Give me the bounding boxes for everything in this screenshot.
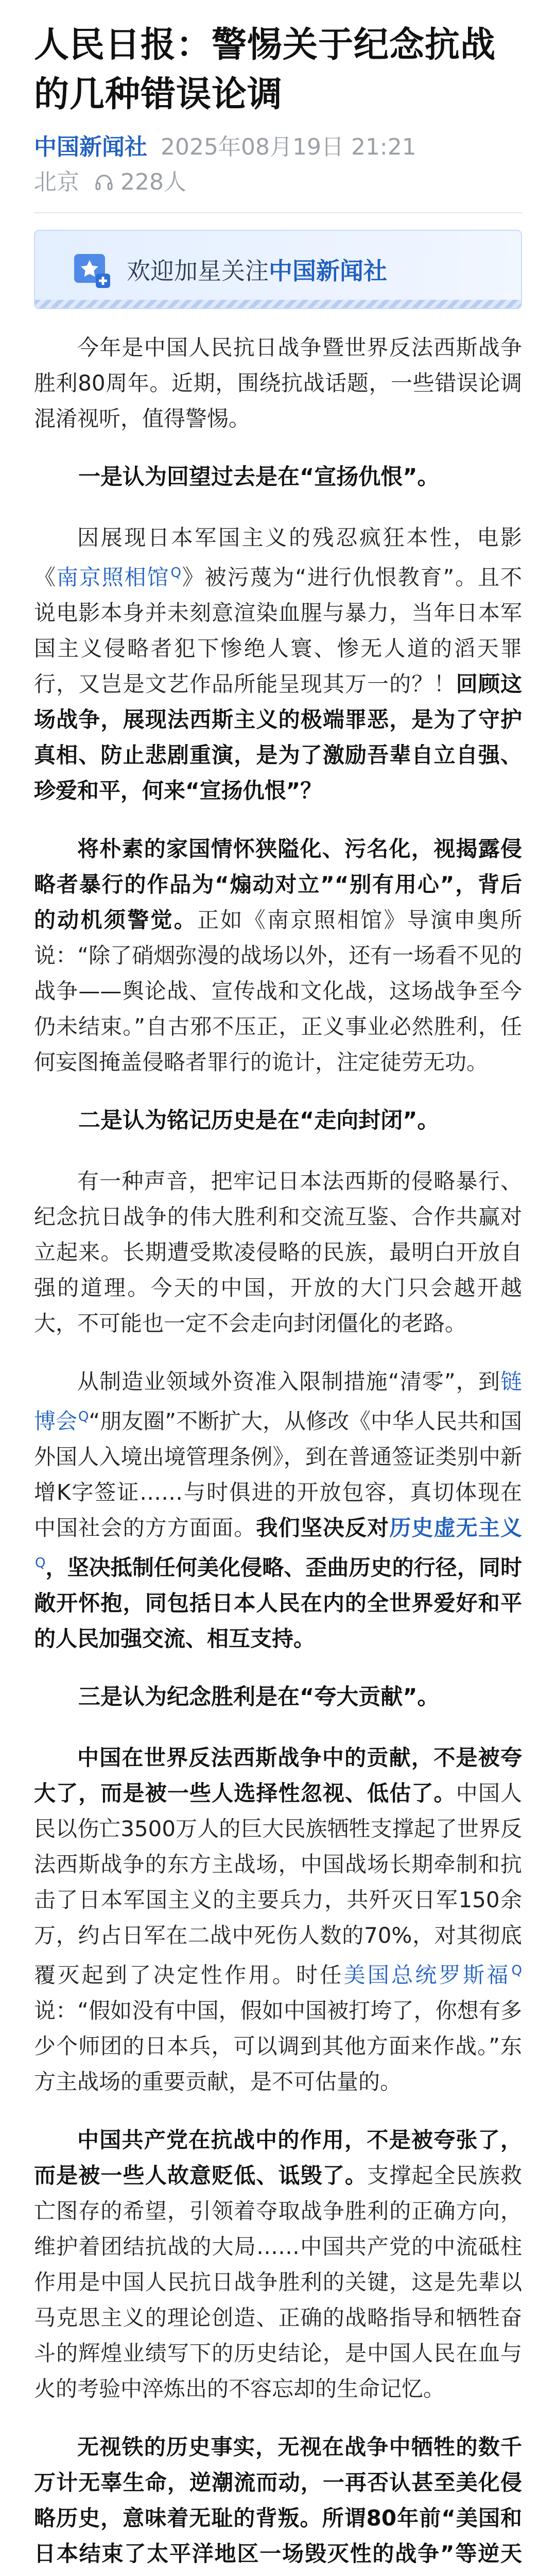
follow-banner[interactable] (34, 230, 522, 309)
star-follow-icon (71, 249, 112, 290)
p8-bold: 无视铁的历史事实，无视在战争中牺牲的数千万计无辜生命，逆潮流而动，一再否认甚至美化侵略历史，意味着无耻的背叛。所谓80年前“美国和日本结束了太平洋地区一场毁灭性的战争”等逆天 (34, 2434, 522, 2566)
article-title: 人民日报：警惕关于纪念抗战的几种错误论调 (34, 25, 496, 115)
paragraph-4: 有一种声音，把牢记日本法西斯的侵略暴行、纪念抗日战争的伟大胜利和交流互鉴、合作共赢对立起来。长期遭受欺凌侵略的民族，最明白开放自强的道理。今天的中国，开放的大门只会越开越大，不可能也一定不会走向封闭僵化的老路。 (34, 1168, 522, 1336)
publish-datetime: 2025年08月19日 21:21 (161, 134, 416, 160)
article-body (0, 309, 556, 2576)
paragraph-3 (34, 831, 522, 1080)
paragraph-8 (34, 2429, 522, 2576)
p3-text: 正如《南京照相馆》导演申奥所说：“除了硝烟弥漫的战场以外，还有一场看不见的战争——舆论战、宣传战和文化战，这场战争至今仍未结束。”自古邪不压正，正义事业必然胜利，任何妄图掩盖侵略者罪行的诡计，注定徒劳无功。 (34, 907, 522, 1075)
p6-text-b: 说：“假如没有中国，假如中国被打垮了，你想有多少个师团的日本兵，可以调到其他方面来作战。”东方主战场的重要贡献，是不可估量的。 (34, 1998, 522, 2094)
search-icon: Q (170, 565, 181, 581)
listen-count[interactable] (94, 166, 186, 199)
paragraph-2 (34, 520, 522, 808)
p7-text: 支撑起全民族救亡图存的希望，引领着夺取战争胜利的正确方向，维护着团结抗战的大局……中国共产党的中流砥柱作用是中国人民抗日战争胜利的关键，这是先辈以马克思主义的理论创造、正确的战略指导和牺牲奋斗的辉煌业绩写下的历史结论，是中国人民在血与火的考验中淬炼出的不容忘却的生命记忆。 (34, 2163, 522, 2401)
search-icon: Q (511, 1963, 522, 1978)
divider (34, 212, 522, 213)
banner-stripe (35, 300, 521, 308)
p7-bold: 中国共产党在抗战中的作用，不是被夸张了，而是被一些人故意贬低、诋毁了。 (34, 2127, 522, 2188)
p2-bold: 回顾这场战争，展现法西斯主义的极端罪恶，是为了守护真相、防止悲剧重演，是为了激励吾辈自立自强、珍爱和平，何来“宣扬仇恨”？ (34, 671, 522, 803)
article-meta-2 (0, 164, 556, 199)
p3-bold: 将朴素的家国情怀狭隘化、污名化，视揭露侵略者暴行的作品为“煽动对立”“别有用心”，背后的动机须警觉。 (34, 836, 522, 933)
p2-text-a: 因展现日本军国主义的残忍疯狂本性，电影《 (34, 525, 522, 590)
section-heading-1: 一是认为回望过去是在“宣扬仇恨”。 (78, 464, 440, 490)
paragraph-6 (34, 1740, 522, 2099)
headphones-icon (94, 172, 114, 193)
p5-text-a: 从制造业领域外资准入限制措施“清零”，到 (77, 1369, 500, 1394)
p5-bold-a: 我们坚决反对 (256, 1515, 390, 1540)
p5-bold-b: ，坚决抵制任何美化侵略、歪曲历史的行径，同时敞开怀抱，同包括日本人民在内的全世界爱好和平的人民加强交流、相互支持。 (34, 1555, 522, 1651)
p6-text-a: 中国人民以伤亡3500万人的巨大民族牺牲支撑起了世界反法西斯战争的东方主战场，中国战场长期牵制和抗击了日本军国主义的主要兵力，共歼灭日军150余万，约占日军在二战中死伤人数的70%，对其彻底覆灭起到了决定性作用。时任 (34, 1781, 522, 1988)
expo-link[interactable]: 链博会 (34, 1369, 522, 1434)
paragraph-intro: 今年是中国人民抗日战争暨世界反法西斯战争胜利80周年。近期，围绕抗战话题，一些错误论调混淆视听，值得警惕。 (34, 335, 522, 431)
nihilism-link[interactable]: 历史虚无主义 (389, 1515, 522, 1540)
paragraph-7 (34, 2122, 522, 2406)
p5-text-b: “朋友圈”不断扩大，从修改《中华人民共和国外国人入境出境管理条例》，到在普通签证类别中新增K字签证……与时俱进的开放包容，真切体现在中国社会的方方面面。 (34, 1409, 523, 1540)
search-icon: Q (35, 1555, 46, 1571)
banner-text (127, 252, 387, 286)
movie-link[interactable]: 南京照相馆 (56, 565, 170, 590)
source-link[interactable]: 中国新闻社 (34, 134, 147, 160)
search-icon: Q (78, 1409, 89, 1425)
p2-text-b: 》被污蔑为“进行仇恨教育”。且不说电影本身并未刻意渲染血腥与暴力，当年日本军国主义侵略者犯下惨绝人寰、惨无人道的滔天罪行，又岂是文艺作品所能呈现其万一的？！ (34, 565, 522, 697)
article-meta (0, 120, 556, 164)
banner-prefix: 欢迎加星关注 (127, 257, 269, 285)
p6-bold: 中国在世界反法西斯战争中的贡献，不是被夸大了，而是被一些人选择性忽视、低估了。 (34, 1745, 522, 1806)
publish-location: 北京 (34, 169, 79, 195)
section-heading-2: 二是认为铭记历史是在“走向封闭”。 (78, 1108, 440, 1133)
paragraph-5 (34, 1364, 522, 1656)
listen-count-text: 228人 (120, 169, 186, 195)
section-heading-3: 三是认为纪念胜利是在“夸大贡献”。 (78, 1684, 440, 1710)
banner-brand: 中国新闻社 (269, 257, 387, 285)
roosevelt-link[interactable]: 美国总统罗斯福 (343, 1962, 511, 1988)
